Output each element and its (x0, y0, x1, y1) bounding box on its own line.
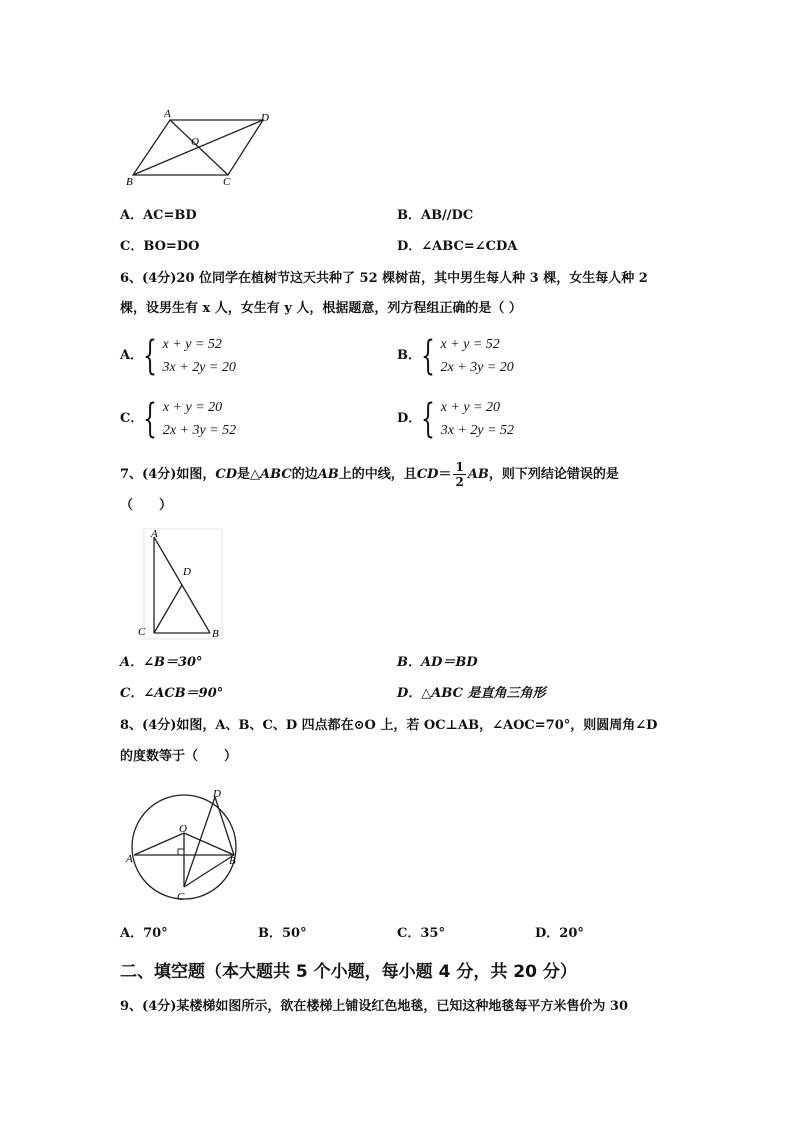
section-heading-fill-in: 二、填空题（本大题共 5 个小题，每小题 4 分，共 20 分） (120, 962, 577, 982)
q9-text-line1: 9、(4分)某楼梯如图所示，欲在楼梯上铺设红色地毯，已知这种地毯每平方米售价为 30 (120, 999, 629, 1014)
q8-text-line1: 8、(4分)如图，A、B、C、D 四点都在⊙O 上，若 OC⊥AB，∠AOC=70°，则圆周角∠D (120, 718, 658, 733)
label-D: D (261, 112, 269, 124)
circle-figure (122, 785, 247, 905)
q7-text-line1 (120, 460, 619, 489)
label-B: B (126, 176, 133, 188)
q7-prefix: 7、(4分)如图， (120, 466, 216, 482)
q6-option-c[interactable] (120, 396, 236, 442)
q7-option-c[interactable]: C．∠ACB＝90° (120, 686, 224, 701)
q8-option-b[interactable]: B．50° (258, 926, 307, 941)
equation-2: 3x + 2y = 20 (162, 360, 236, 375)
equation-1: x + y = 52 (162, 337, 222, 352)
q7-cd2: CD (416, 466, 439, 482)
q6-option-d[interactable] (397, 396, 514, 442)
q5-option-d[interactable]: D．∠ABC=∠CDA (397, 239, 518, 254)
q7-eq: ＝ (438, 466, 452, 482)
label-D: D (213, 788, 221, 800)
q6-text-line1: 6、(4分)20 位同学在植树节这天共种了 52 棵树苗，其中男生每人种 3 棵，女生每人种 2 (120, 271, 648, 286)
option-label: A． (120, 348, 144, 363)
q7-abc: ABC (260, 466, 292, 482)
brace-icon: { (421, 396, 436, 442)
q7-ab2: AB (467, 466, 489, 482)
brace-icon: { (421, 333, 435, 379)
equation-2: 2x + 3y = 20 (440, 360, 514, 375)
q7-mid1: 是△ (237, 466, 261, 482)
option-label: D． (397, 411, 422, 426)
label-C: C (138, 626, 146, 638)
q5-option-b[interactable]: B．AB//DC (397, 208, 474, 223)
label-A: A (126, 853, 133, 865)
option-label: C． (120, 411, 144, 426)
equation-1: x + y = 20 (162, 400, 223, 415)
equation-1: x + y = 52 (440, 337, 500, 352)
right-triangle-figure (134, 525, 229, 643)
q8-text-line2: 的度数等于（ ） (120, 749, 238, 764)
q7-mid3: 上的中线，且 (338, 466, 417, 482)
equation-2: 3x + 2y = 52 (440, 423, 515, 438)
q5-option-a[interactable]: A．AC=BD (120, 208, 197, 223)
label-C: C (177, 891, 185, 903)
q6-option-b[interactable] (397, 333, 514, 379)
q7-option-a[interactable]: A．∠B＝30° (120, 655, 203, 670)
q7-option-b[interactable]: B．AD＝BD (397, 655, 478, 670)
fraction-denominator: 2 (455, 475, 464, 489)
q8-option-c[interactable]: C．35° (397, 926, 445, 941)
fraction-numerator: 1 (455, 460, 464, 474)
label-D: D (183, 566, 191, 578)
label-C: C (223, 176, 231, 188)
q6-text-line2: 棵，设男生有 x 人，女生有 y 人，根据题意，列方程组正确的是（ ） (120, 301, 522, 316)
label-A: A (164, 108, 171, 120)
q8-option-a[interactable]: A．70° (120, 926, 168, 941)
label-O: O (191, 136, 199, 148)
parallelogram-figure (118, 105, 278, 190)
label-A: A (151, 528, 158, 540)
fraction-one-half (453, 460, 465, 489)
option-label: B． (397, 348, 421, 363)
equation-1: x + y = 20 (440, 400, 501, 415)
q6-option-a[interactable] (120, 333, 236, 379)
q7-mid2: 的边 (291, 466, 318, 482)
equation-2: 2x + 3y = 52 (162, 423, 237, 438)
label-B: B (229, 855, 236, 867)
q7-suffix: ，则下列结论错误的是 (488, 466, 619, 482)
brace-icon: { (143, 333, 158, 379)
q7-cd: CD (215, 466, 238, 482)
q7-option-d[interactable]: D．△ABC 是直角三角形 (397, 686, 546, 701)
q8-option-d[interactable]: D．20° (535, 926, 584, 941)
label-B: B (212, 628, 219, 640)
label-O: O (179, 823, 187, 835)
brace-icon: { (143, 396, 158, 442)
q7-answer-paren: （ ） (120, 498, 173, 513)
q5-option-c[interactable]: C．BO=DO (120, 239, 200, 254)
q7-ab: AB (317, 466, 339, 482)
